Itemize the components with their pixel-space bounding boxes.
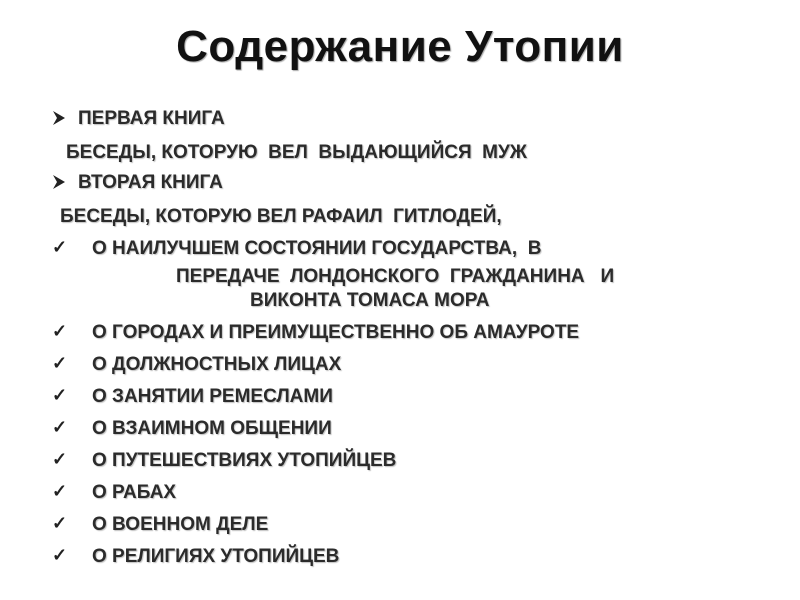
list-item-3: О ДОЛЖНОСТНЫХ ЛИЦАХ (92, 354, 342, 375)
arrow-bullet-icon (52, 110, 66, 126)
list-item-8: О ВОЕННОМ ДЕЛЕ (92, 514, 269, 535)
checkmark-bullet-icon: ✓ (52, 513, 68, 533)
checkmark-bullet-icon: ✓ (52, 417, 68, 437)
list-item-9: О РЕЛИГИЯХ УТОПИЙЦЕВ (92, 546, 340, 567)
slide-title: Содержание Утопии (176, 22, 624, 71)
list-item-7: О РАБАХ (92, 482, 177, 503)
list-item-1-line-3: ВИКОНТА ТОМАСА МОРА (250, 290, 490, 311)
checkmark-bullet-icon: ✓ (52, 481, 68, 501)
checkmark-bullet-icon: ✓ (52, 353, 68, 373)
book2-heading: ВТОРАЯ КНИГА (78, 172, 223, 193)
book1-heading: ПЕРВАЯ КНИГА (78, 108, 225, 129)
book2-description: БЕСЕДЫ, КОТОРУЮ ВЕЛ РАФАИЛ ГИТЛОДЕЙ, (60, 206, 502, 227)
checkmark-bullet-icon: ✓ (52, 321, 68, 341)
arrow-bullet-icon (52, 174, 66, 190)
list-item-1-line-2: ПЕРЕДАЧЕ ЛОНДОНСКОГО ГРАЖДАНИНА И (176, 266, 615, 287)
list-item-1-line-1: О НАИЛУЧШЕМ СОСТОЯНИИ ГОСУДАРСТВА, В (92, 238, 542, 259)
book1-description: БЕСЕДЫ, КОТОРУЮ ВЕЛ ВЫДАЮЩИЙСЯ МУЖ (66, 142, 527, 163)
list-item-2: О ГОРОДАХ И ПРЕИМУЩЕСТВЕННО ОБ АМАУРОТЕ (92, 322, 580, 343)
checkmark-bullet-icon: ✓ (52, 449, 68, 469)
checkmark-bullet-icon: ✓ (52, 237, 68, 257)
list-item-6: О ПУТЕШЕСТВИЯХ УТОПИЙЦЕВ (92, 450, 397, 471)
list-item-5: О ВЗАИМНОМ ОБЩЕНИИ (92, 418, 332, 439)
checkmark-bullet-icon: ✓ (52, 385, 68, 405)
checkmark-bullet-icon: ✓ (52, 545, 68, 565)
list-item-4: О ЗАНЯТИИ РЕМЕСЛАМИ (92, 386, 333, 407)
